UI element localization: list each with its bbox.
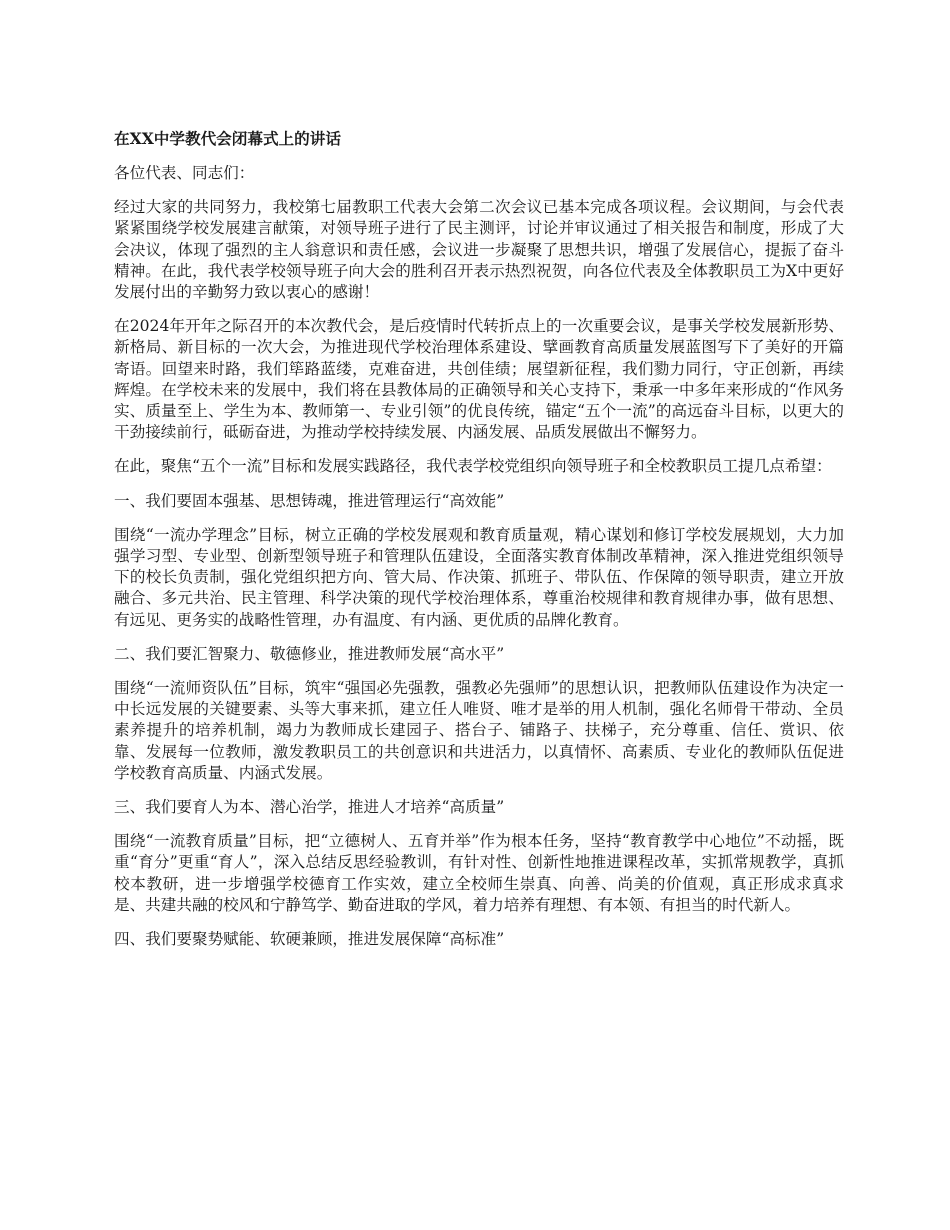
section-heading-1: 一、我们要固本强基、思想铸魂，推进管理运行“高效能” — [114, 491, 505, 510]
section-heading-2: 二、我们要汇智聚力、敬德修业，推进教师发展“高水平” — [114, 644, 505, 663]
section-heading-3: 三、我们要育人为本、潜心治学，推进人才培养“高质量” — [114, 798, 505, 817]
paragraph-opening: 经过大家的共同努力，我校第七届教职工代表大会第二次会议已基本完成各项议程。会议期间，与会代表紧紧围绕学校发展建言献策，对领导班子进行了民主测评，讨论并审议通过了相关报告和制度，形成了大会决议，体现了强烈的主人翁意识和责任感，会议进一步凝聚了思想共识，增强了发展信心，提振了奋斗精神。在此，我代表学校领导班子向大会的胜利召开表示热烈祝贺，向各位代表及全体教职员工为X中更好发展付出的辛勤努力致以衷心的感谢！ — [114, 198, 844, 302]
paragraph-meeting-significance: 在2024年开年之际召开的本次教代会，是后疫情时代转折点上的一次重要会议，是事关学校发展新形势、新格局、新目标的一次大会，为推进现代学校治理体系建设、擘画教育高质量发展蓝图写下了美好的开篇寄语。回望来时路，我们筚路蓝缕，克难奋进，共创佳绩；展望新征程，我们勠力同行，守正创新，再续辉煌。在学校未来的发展中，我们将在县教体局的正确领导和关心支持下，秉承一中多年来形成的“作风务实、质量至上、学生为本、教师第一、专业引领”的优良传统，锚定“五个一流”的高远奋斗目标，以更大的干劲接续前行，砥砺奋进，为推动学校持续发展、内涵发展、品质发展做出不懈努力。 — [114, 317, 844, 442]
section-body-2: 围绕“一流师资队伍”目标，筑牢“强国必先强教，强教必先强师”的思想认识，把教师队伍建设作为决定一中长远发展的关键要素、头等大事来抓，建立任人唯贤、唯才是举的用人机制，强化名师骨干带动、全员素养提升的培养机制，竭力为教师成长建园子、搭台子、铺路子、扶梯子，充分尊重、信任、赏识、依靠、发展每一位教师，激发教职员工的共创意识和共进活力，以真情怀、高素质、专业化的教师队伍促进学校教育高质量、内涵式发展。 — [114, 679, 844, 782]
section-body-1: 围绕“一流办学理念”目标，树立正确的学校发展观和教育质量观，精心谋划和修订学校发展规划，大力加强学习型、专业型、创新型领导班子和管理队伍建设，全面落实教育体制改革精神，深入推进党组织领导下的校长负责制，强化党组织把方向、管大局、作决策、抓班子、带队伍、作保障的领导职责，建立开放融合、多元共治、民主管理、科学决策的现代学校治理体系，尊重治校规律和教育规律办事，做有思想、有远见、更务实的战略性管理，办有温度、有内涵、更优质的品牌化教育。 — [114, 525, 844, 629]
salutation: 各位代表、同志们： — [114, 164, 255, 182]
section-heading-4: 四、我们要聚势赋能、软硬兼顾，推进发展保障“高标准” — [114, 930, 505, 949]
paragraph-hopes-intro: 在此，聚焦“五个一流”目标和发展实践路径，我代表学校党组织向领导班子和全校教职员工提几点希望： — [114, 457, 832, 476]
document-title: 在XX中学教代会闭幕式上的讲话 — [114, 129, 341, 148]
section-body-3: 围绕“一流教育质量”目标，把“立德树人、五育并举”作为根本任务，坚持“教育教学中心地位”不动摇，既重“育分”更重“育人”，深入总结反思经验教训，有针对性、创新性地推进课程改革，实抓常规教学，真抓校本教研，进一步增强学校德育工作实效，建立全校师生崇真、向善、尚美的价值观，真正形成求真求是、共建共融的校风和宁静笃学、勤奋进取的学风，着力培养有理想、有本领、有担当的时代新人。 — [114, 832, 844, 914]
document-page — [114, 128, 844, 963]
